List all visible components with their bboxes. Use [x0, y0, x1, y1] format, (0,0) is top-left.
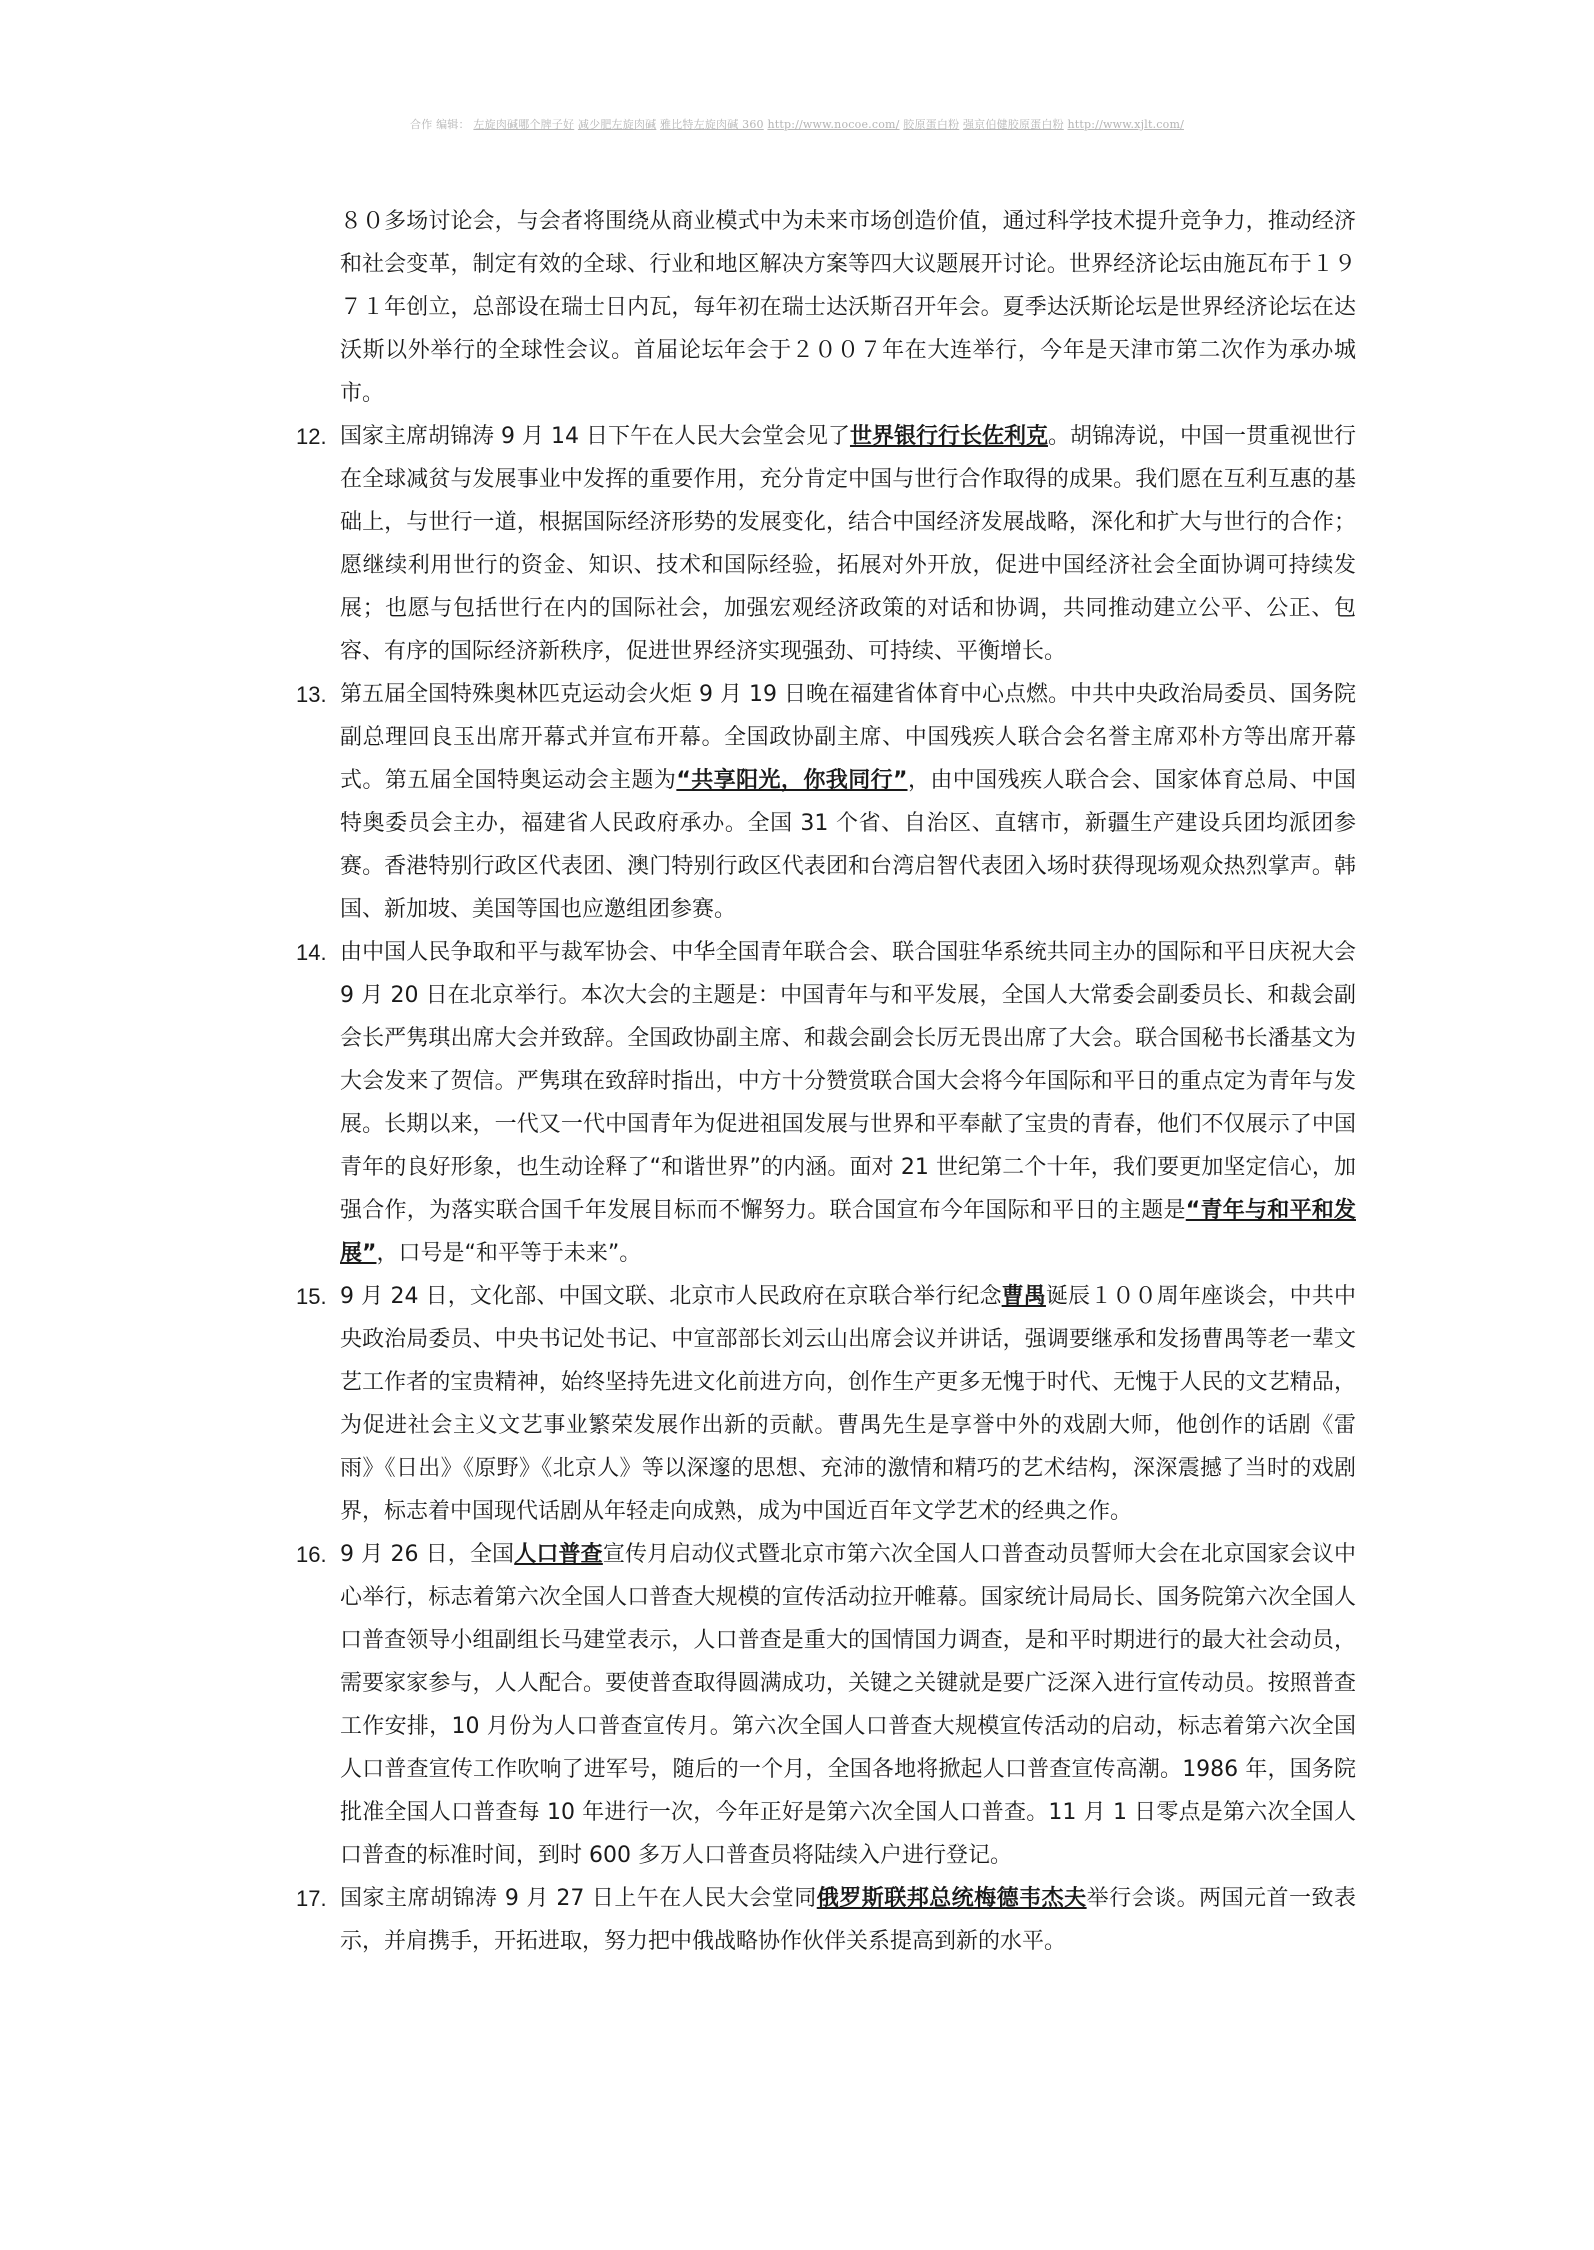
news-item-15: [296, 1275, 1356, 1533]
paragraph-text: ，由中国残疾人联合会、国家体育总局、中国特奥委员会主办，福建省人民政府承办。全国 31 个省、自治区、直辖市，新疆生产建设兵团均派团参赛。香港特别行政区代表团、澳门特别行政区代表团和台湾启智代表团入场时获得现场观众热烈掌声。韩国、新加坡、美国等国也应邀组团参赛。: [340, 768, 1356, 922]
paragraph-text: ，口号是“和平等于未来”。: [376, 1241, 642, 1266]
header-link[interactable]: 雅比特左旋肉碱 360: [660, 118, 764, 131]
header-prefix: 合作 编辑：: [410, 118, 470, 131]
paragraph-11-continued: [296, 200, 1356, 415]
paragraph-text: 宣传月启动仪式暨北京市第六次全国人口普查动员誓师大会在北京国家会议中心举行，标志着第六次全国人口普查大规模的宣传活动拉开帷幕。国家统计局局长、国务院第六次全国人口普查领导小组副组长马建堂表示，人口普查是重大的国情国力调查，是和平时期进行的最大社会动员，需要家家参与，人人配合。要使普查取得圆满成功，关键之关键就是要广泛深入进行宣传动员。按照普查工作安排，10 月份为人口普查宣传月。第六次全国人口普查大规模宣传活动的启动，标志着第六次全国人口普查宣传工作吹响了进军号，随后的一个月，全国各地将掀起人口普查宣传高潮。1986 年，国务院批准全国人口普查每 10 年进行一次，今年正好是第六次全国人口普查。11 月 1 日零点是第六次全国人口普查的标准时间，到时 600 多万人口普查员将陆续入户进行登记。: [340, 1542, 1356, 1868]
news-item-17: [296, 1877, 1356, 1963]
paragraph-text: ８０多场讨论会，与会者将围绕从商业模式中为未来市场创造价值，通过科学技术提升竞争力，推动经济和社会变革，制定有效的全球、行业和地区解决方案等四大议题展开讨论。世界经济论坛由施瓦布于１９７１年创立，总部设在瑞士日内瓦，每年初在瑞士达沃斯召开年会。夏季达沃斯论坛是世界经济论坛在达沃斯以外举行的全球性会议。首届论坛年会于２００７年在大连举行，今年是天津市第二次作为承办城市。: [340, 209, 1356, 406]
paragraph-text: 第五届全国特殊奥林匹克运动会火炬 9 月 19 日晚在福建省体育中心点燃。中共中央政治局委员、国务院副总理回良玉出席开幕式并宣布开幕。全国政协副主席、中国残疾人联合会名誉主席邓朴方等出席开幕式。第五届全国特奥运动会主题为: [340, 682, 1356, 793]
item-number: 13.: [296, 682, 327, 707]
paragraph-text: 国家主席胡锦涛 9 月 14 日下午在人民大会堂会见了: [340, 424, 850, 449]
highlighted-term: “青年与和平和发展”: [340, 1198, 1356, 1266]
highlighted-term: 世界银行行长佐利克: [849, 424, 1048, 449]
page-header: [0, 116, 1594, 132]
news-item-16: [296, 1533, 1356, 1877]
highlighted-term: 人口普查: [514, 1542, 603, 1567]
news-item-13: [296, 673, 1356, 931]
paragraph-text: 。胡锦涛说，中国一贯重视世行在全球减贫与发展事业中发挥的重要作用，充分肯定中国与世行合作取得的成果。我们愿在互利互惠的基础上，与世行一道，根据国际经济形势的发展变化，结合中国经济发展战略，深化和扩大与世行的合作；愿继续利用世行的资金、知识、技术和国际经验，拓展对外开放，促进中国经济社会全面协调可持续发展；也愿与包括世行在内的国际社会，加强宏观经济政策的对话和协调，共同推动建立公平、公正、包容、有序的国际经济新秩序，促进世界经济实现强劲、可持续、平衡增长。: [340, 424, 1356, 664]
item-number: 16.: [296, 1542, 327, 1567]
paragraph-text: 9 月 24 日，文化部、中国文联、北京市人民政府在京联合举行纪念: [340, 1284, 1002, 1309]
item-number: 14.: [296, 940, 327, 965]
item-number: 15.: [296, 1284, 327, 1309]
header-link[interactable]: 减少肥左旋肉碱: [577, 118, 657, 131]
paragraph-text: 国家主席胡锦涛 9 月 27 日上午在人民大会堂同: [340, 1886, 817, 1911]
paragraph-text: 9 月 26 日，全国: [340, 1542, 515, 1567]
header-link[interactable]: 左旋肉碱哪个牌子好: [473, 118, 575, 131]
paragraph-text: 举行会谈。两国元首一致表示，并肩携手，开拓进取，努力把中俄战略协作伙伴关系提高到新的水平。: [340, 1886, 1356, 1954]
highlighted-term: 曹禺: [1001, 1284, 1046, 1309]
highlighted-term: 俄罗斯联邦总统梅德韦杰夫: [816, 1886, 1087, 1911]
news-item-12: [296, 415, 1356, 673]
paragraph-text: 由中国人民争取和平与裁军协会、中华全国青年联合会、联合国驻华系统共同主办的国际和平日庆祝大会 9 月 20 日在北京举行。本次大会的主题是：中国青年与和平发展，全国人大常委会副委员长、和裁会副会长严隽琪出席大会并致辞。全国政协副主席、和裁会副会长厉无畏出席了大会。联合国秘书长潘基文为大会发来了贺信。严隽琪在致辞时指出，中方十分赞赏联合国大会将今年国际和平日的重点定为青年与发展。长期以来，一代又一代中国青年为促进祖国发展与世界和平奉献了宝贵的青春，他们不仅展示了中国青年的良好形象，也生动诠释了“和谐世界”的内涵。面对 21 世纪第二个十年，我们要更加坚定信心，加强合作，为落实联合国千年发展目标而不懈努力。联合国宣布今年国际和平日的主题是: [340, 940, 1356, 1223]
header-link[interactable]: 胶原蛋白粉: [903, 118, 960, 131]
paragraph-text: 诞辰１００周年座谈会，中共中央政治局委员、中央书记处书记、中宣部部长刘云山出席会议并讲话，强调要继承和发扬曹禺等老一辈文艺工作者的宝贵精神，始终坚持先进文化前进方向，创作生产更多无愧于时代、无愧于人民的文艺精品，为促进社会主义文艺事业繁荣发展作出新的贡献。曹禺先生是享誉中外的戏剧大师，他创作的话剧《雷雨》《日出》《原野》《北京人》等以深邃的思想、充沛的激情和精巧的艺术结构，深深震撼了当时的戏剧界，标志着中国现代话剧从年轻走向成熟，成为中国近百年文学艺术的经典之作。: [340, 1284, 1356, 1524]
document-body: [296, 200, 1356, 1963]
highlighted-term: “共享阳光，你我同行”: [676, 768, 908, 793]
news-item-14: [296, 931, 1356, 1275]
header-link[interactable]: http://www.xjlt.com/: [1067, 118, 1184, 131]
item-number: 12.: [296, 424, 327, 449]
header-link[interactable]: 强京伯健胶原蛋白粉: [962, 118, 1064, 131]
header-link[interactable]: http://www.nocoe.com/: [767, 118, 900, 131]
item-number: 17.: [296, 1886, 327, 1911]
